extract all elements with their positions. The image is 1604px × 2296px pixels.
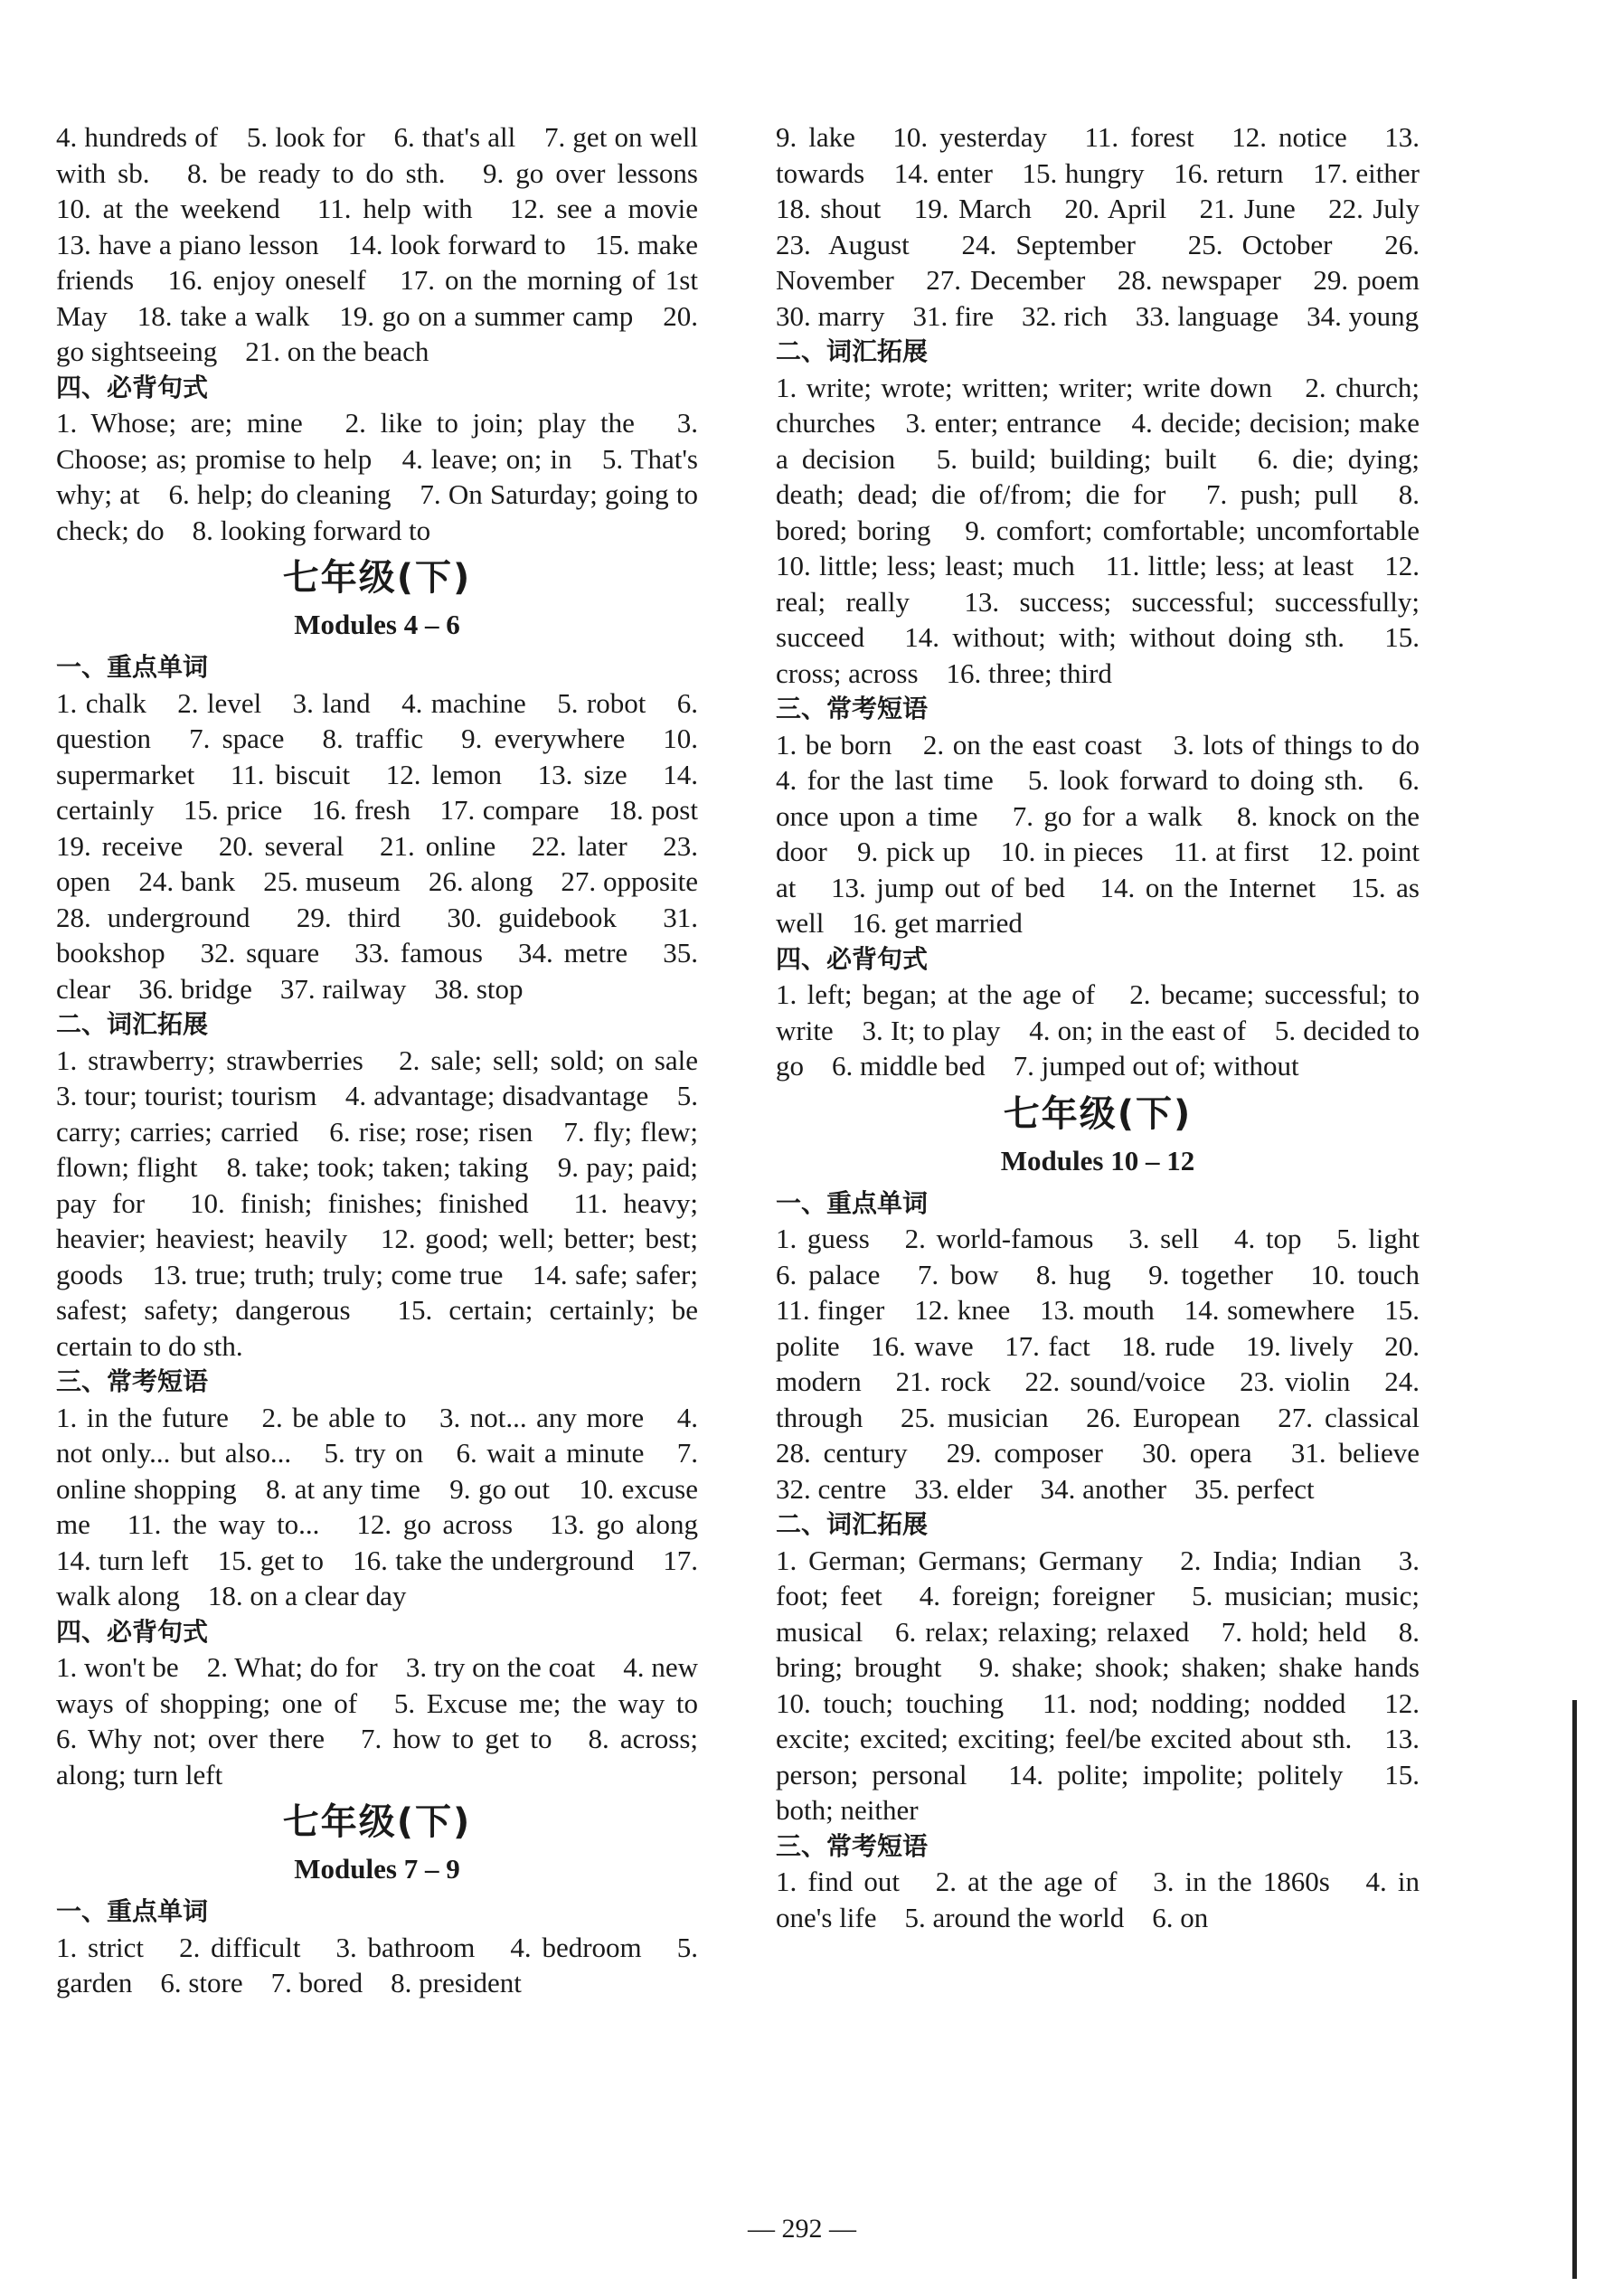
section-heading-vocabulary-expansion: 二、词汇拓展 xyxy=(776,336,929,366)
key-words-answers: 1. chalk 2. level 3. land 4. machine 5. robot 6. question 7. space 8. traffic 9. everywhere 10. supermarket 11. biscuit 12. lemon 13. size 14. certainly 15. price 16. fresh 17. compare 18. post 19. receive 20. several 21. online 22. later 23. open 24. bank 25. museum 26. along 27. opposite 28. underground 29. third 30. guidebook 31. bookshop 32. square 33. famous 34. metre 35. clear 36. bridge 37. railway 38. stop xyxy=(56,686,726,1005)
sentence-pattern-answers: 1. Whose; are; mine 2. like to join; play the 3. Choose; as; promise to help 4. leave; on; in 5. That's why; at 6. help; do cleaning 7. On Saturday; going to check; do 8. looking forward to xyxy=(56,407,698,546)
phrase-list-continued: 4. hundreds of 5. look for 6. that's all 7. get on well with sb. 8. be ready to do sth. 9. go over lessons 10. at the weekend 11. help with 12. see a movie 13. have a piano lesson 14. look forward to 15. make friends 16. enjoy oneself 17. on the morning of 1st May 18. take a walk 19. go on a summer camp 20. go sightseeing 21. on the beach xyxy=(56,121,726,367)
key-words-answers: 1. guess 2. world-famous 3. sell 4. top 5. light 6. palace 7. bow 8. hug 9. together 10. touch 11. finger 12. knee 13. mouth 14. somewhere 15. polite 16. wave 17. fact 18. rude 19. lively 20. modern 21. rock 22. sound/voice 23. violin 24. through 25. musician 26. European 27. classical 28. century 29. composer 30. opera 31. believe 32. centre 33. elder 34. another 35. perfect xyxy=(776,1223,1448,1505)
right-column xyxy=(776,119,1448,1935)
section-heading-common-phrases: 三、常考短语 xyxy=(776,694,929,723)
section-heading-key-words: 一、重点单词 xyxy=(56,652,209,682)
section-heading-vocabulary-expansion: 二、词汇拓展 xyxy=(56,1009,209,1039)
section-heading-sentence-patterns: 四、必背句式 xyxy=(56,1616,209,1647)
modules-title: Modules 4 – 6 xyxy=(294,609,460,640)
section-heading-common-phrases: 三、常考短语 xyxy=(56,1366,209,1396)
key-words-answers-continued: 9. lake 10. yesterday 11. forest 12. notice 13. towards 14. enter 15. hungry 16. return 17. either 18. shout 19. March 20. April 21. June 22. July 23. August 24. September 25. October 26. November 27. December 28. newspaper 29. poem 30. marry 31. fire 32. rich 33. language 34. young xyxy=(776,121,1448,332)
section-heading-vocabulary-expansion: 二、词汇拓展 xyxy=(776,1509,929,1539)
page-edge-line xyxy=(1572,1700,1577,2279)
grade-title: 七年级(下) xyxy=(282,1801,472,1843)
vocabulary-expansion-answers: 1. strawberry; strawberries 2. sale; sell; sold; on sale 3. tour; tourist; tourism 4. advantage; disadvantage 5. carry; carries; carried 6. rise; rose; risen 7. fly; flew; flown; flight 8. take; took; taken; taking 9. pay; paid; pay for 10. finish; finishes; finished 11. heavy; heavier; heaviest; heavily 12. good; well; better; best; goods 13. true; truth; truly; come true 14. safe; safer; safest; safety; dangerous 15. certain; certainly; be certain to do sth. xyxy=(56,1044,726,1362)
modules-title: Modules 10 – 12 xyxy=(1000,1144,1195,1176)
vocabulary-expansion-answers: 1. write; wrote; written; writer; write down 2. church; churches 3. enter; entrance 4. decide; decision; make a decision 5. build; building; built 6. die; dying; death; dead; die of/from; die for 7. push; pull 8. bored; boring 9. comfort; comfortable; uncomfortable 10. little; less; least; much 11. little; less; at least 12. real; really 13. success; successful; successfully; succeed 14. without; with; without doing sth. 15. cross; across 16. three; third xyxy=(776,371,1448,689)
sentence-pattern-answers: 1. won't be 2. What; do for 3. try on the coat 4. new ways of shopping; one of 5. Excuse me; the way to 6. Why not; over there 7. how to get to 8. across; along; turn left xyxy=(56,1651,726,1791)
key-words-answers: 1. strict 2. difficult 3. bathroom 4. bedroom 5. garden 6. store 7. bored 8. president xyxy=(56,1931,698,1998)
grade-title: 七年级(下) xyxy=(1003,1092,1193,1135)
common-phrases-answers: 1. in the future 2. be able to 3. not... any more 4. not only... but also... 5. try on 6. wait a minute 7. online shopping 8. at any time 9. go out 10. excuse me 11. the way to... 12. go across 13. go along 14. turn left 15. get to 16. take the underground 17. walk along 18. on a clear day xyxy=(56,1401,726,1611)
section-heading-sentence-patterns: 四、必背句式 xyxy=(56,372,209,402)
page-number: — 292 — xyxy=(748,2214,856,2244)
left-column xyxy=(56,119,726,2001)
sentence-pattern-answers: 1. left; began; at the age of 2. became; successful; to write 3. It; to play 4. on; in the east of 5. decided to go 6. middle bed 7. jumped out of; without xyxy=(776,978,1420,1082)
common-phrases-answers: 1. be born 2. on the east coast 3. lots of things to do 4. for the last time 5. look forward to doing sth. 6. once upon a time 7. go for a walk 8. knock on the door 9. pick up 10. in pieces 11. at first 12. point at 13. jump out of bed 14. on the Internet 15. as well 16. get married xyxy=(776,728,1448,939)
section-heading-key-words: 一、重点单词 xyxy=(56,1896,209,1926)
grade-title: 七年级(下) xyxy=(282,557,472,599)
section-heading-key-words: 一、重点单词 xyxy=(776,1187,929,1218)
section-heading-sentence-patterns: 四、必背句式 xyxy=(776,943,929,974)
vocabulary-expansion-answers: 1. German; Germans; Germany 2. India; Indian 3. foot; feet 4. foreign; foreigner 5. musician; music; musical 6. relax; relaxing; relaxed 7. hold; held 8. bring; brought 9. shake; shook; shaken; shake hands 10. touch; touching 11. nod; nodding; nodded 12. excite; excited; exciting; feel/be excited about sth. 13. person; personal 14. polite; impolite; politely 15. both; neither xyxy=(776,1544,1448,1826)
section-heading-common-phrases: 三、常考短语 xyxy=(776,1830,929,1861)
modules-title: Modules 7 – 9 xyxy=(294,1853,460,1885)
common-phrases-answers: 1. find out 2. at the age of 3. in the 1860s 4. in one's life 5. around the world 6. on xyxy=(776,1866,1420,1933)
